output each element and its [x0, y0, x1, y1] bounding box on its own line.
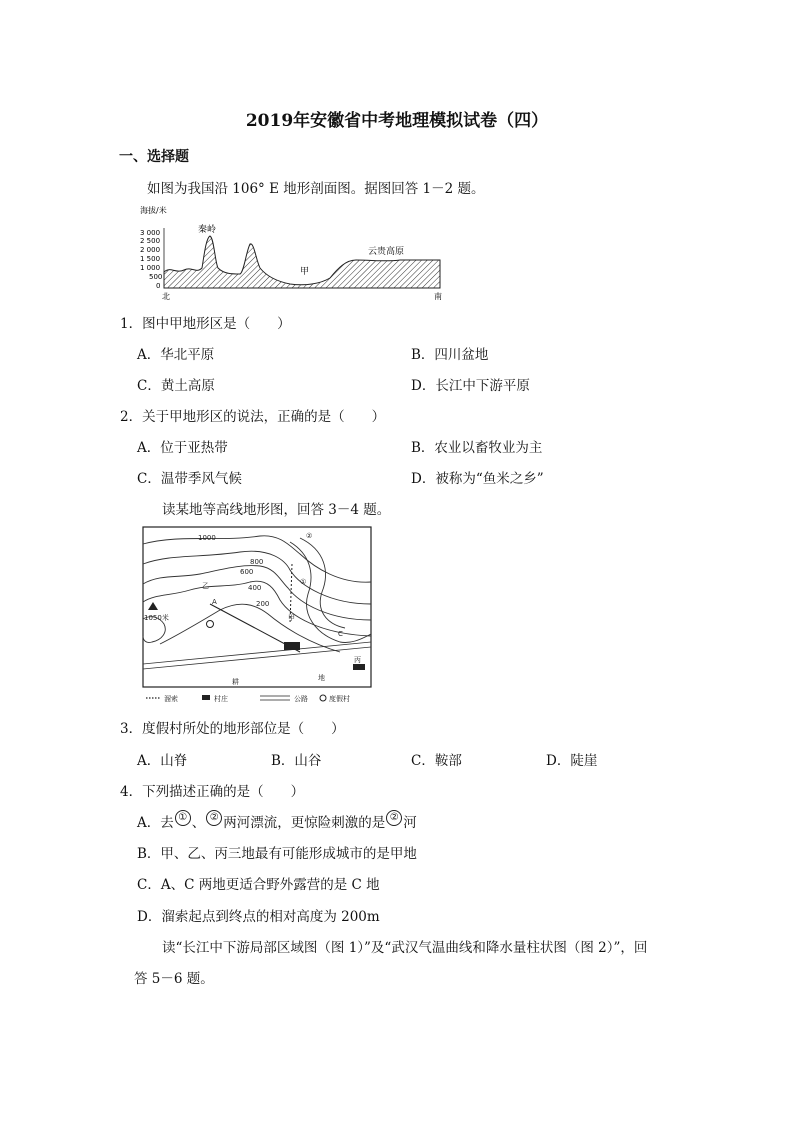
q4-option-a-prefix: A．去 — [137, 815, 174, 831]
contour-label-600: 600 — [240, 568, 254, 576]
circled-one-icon: ① — [175, 810, 191, 826]
tick-label: 1 500 — [140, 255, 161, 263]
q3-option-c[interactable]: C．鞍部 — [411, 753, 462, 769]
map-legend — [146, 694, 350, 703]
tick-label: 2 000 — [140, 246, 161, 254]
tick-label: 500 — [149, 273, 163, 281]
question-1-stem: 1．图中甲地形区是（ ） — [120, 316, 291, 332]
circled-two-icon: ② — [386, 810, 402, 826]
q4-option-a-suffix: 河 — [403, 815, 417, 831]
q4-option-c[interactable]: C．A、C 两地更适合野外露营的是 C 地 — [137, 877, 380, 893]
page-title: 2019年安徽省中考地理模拟试卷（四） — [245, 111, 549, 131]
river-1-label: ① — [300, 578, 307, 586]
farmland-label-1: 耕 — [232, 678, 239, 686]
section-heading: 一、选择题 — [119, 149, 189, 165]
q4-option-b[interactable]: B．甲、乙、丙三地最有可能形成城市的是甲地 — [137, 846, 417, 862]
elevation-label: 1050米 — [144, 614, 169, 622]
tick-label: 0 — [156, 282, 161, 290]
question-3-stem: 3．度假村所处的地形部位是（ ） — [120, 721, 345, 737]
place-yi: 乙 — [202, 582, 209, 590]
circled-two-icon: ② — [206, 810, 222, 826]
q1-option-c[interactable]: C．黄土高原 — [137, 378, 215, 394]
legend-resort: 度假村 — [329, 695, 350, 703]
question-4-stem: 4．下列描述正确的是（ ） — [120, 784, 305, 800]
q2-option-c[interactable]: C．温带季风气候 — [137, 471, 242, 487]
point-a: A — [212, 598, 217, 606]
q1-option-a[interactable]: A．华北平原 — [137, 347, 215, 363]
q3-option-b[interactable]: B．山谷 — [271, 753, 322, 769]
place-bing: 丙 — [354, 656, 361, 664]
profile-ylabel: 海拔/米 — [140, 206, 167, 215]
qinling-label: 秦岭 — [198, 225, 217, 235]
terrain-profile — [164, 236, 440, 288]
intro-text-2: 读某地等高线地形图，回答 3－4 题。 — [162, 502, 391, 518]
legend-zipline: 溜索 — [164, 695, 178, 703]
south-label: 南 — [434, 292, 442, 301]
village-icon — [284, 642, 300, 650]
q1-option-b[interactable]: B．四川盆地 — [411, 347, 489, 363]
question-2-stem: 2．关于甲地形区的说法，正确的是（ ） — [120, 409, 386, 425]
q1-option-d[interactable]: D．长江中下游平原 — [411, 378, 530, 394]
q4-option-a-sep: 、 — [191, 815, 206, 831]
intro-text-1: 如图为我国沿 106° E 地形剖面图。据图回答 1－2 题。 — [147, 181, 485, 197]
contour-label-800: 800 — [250, 558, 264, 566]
contour-label-400: 400 — [248, 584, 262, 592]
q2-option-b[interactable]: B．农业以畜牧业为主 — [411, 440, 543, 456]
q4-option-a[interactable] — [137, 811, 417, 833]
q2-option-d[interactable]: D．被称为“鱼米之乡” — [411, 471, 544, 487]
q4-option-a-middle: 两河漂流，更惊险刺激的是 — [223, 815, 386, 831]
tick-label: 3 000 — [140, 229, 161, 237]
q3-option-d[interactable]: D．陡崖 — [546, 753, 598, 769]
river-2-label: ② — [306, 532, 313, 540]
contour-label-1000: 1000 — [198, 534, 216, 542]
basin-label: 甲 — [300, 267, 310, 277]
intro-text-3-line-2: 答 5－6 题。 — [134, 971, 214, 987]
contour-map-figure — [140, 524, 376, 706]
q3-option-a[interactable]: A．山脊 — [137, 753, 188, 769]
legend-road: 公路 — [294, 695, 308, 703]
tick-label: 2 500 — [140, 237, 161, 245]
plateau-label: 云贵高原 — [368, 247, 405, 257]
village-icon — [353, 664, 365, 670]
q2-option-a[interactable]: A．位于亚热带 — [137, 440, 228, 456]
q4-option-d[interactable]: D．溜索起点到终点的相对高度为 200m — [137, 909, 380, 925]
contour-label-200: 200 — [256, 600, 270, 608]
intro-text-3-line-1: 读“长江中下游局部区域图（图 1）”及“武汉气温曲线和降水量柱状图（图 2）”，回 — [162, 940, 648, 956]
legend-village: 村庄 — [214, 695, 228, 703]
place-jia: 甲 — [288, 614, 295, 622]
farmland-label-2: 地 — [318, 674, 325, 682]
point-c: C — [338, 630, 343, 638]
north-label: 北 — [162, 292, 170, 301]
terrain-profile-figure — [140, 202, 446, 302]
tick-label: 1 000 — [140, 264, 161, 272]
